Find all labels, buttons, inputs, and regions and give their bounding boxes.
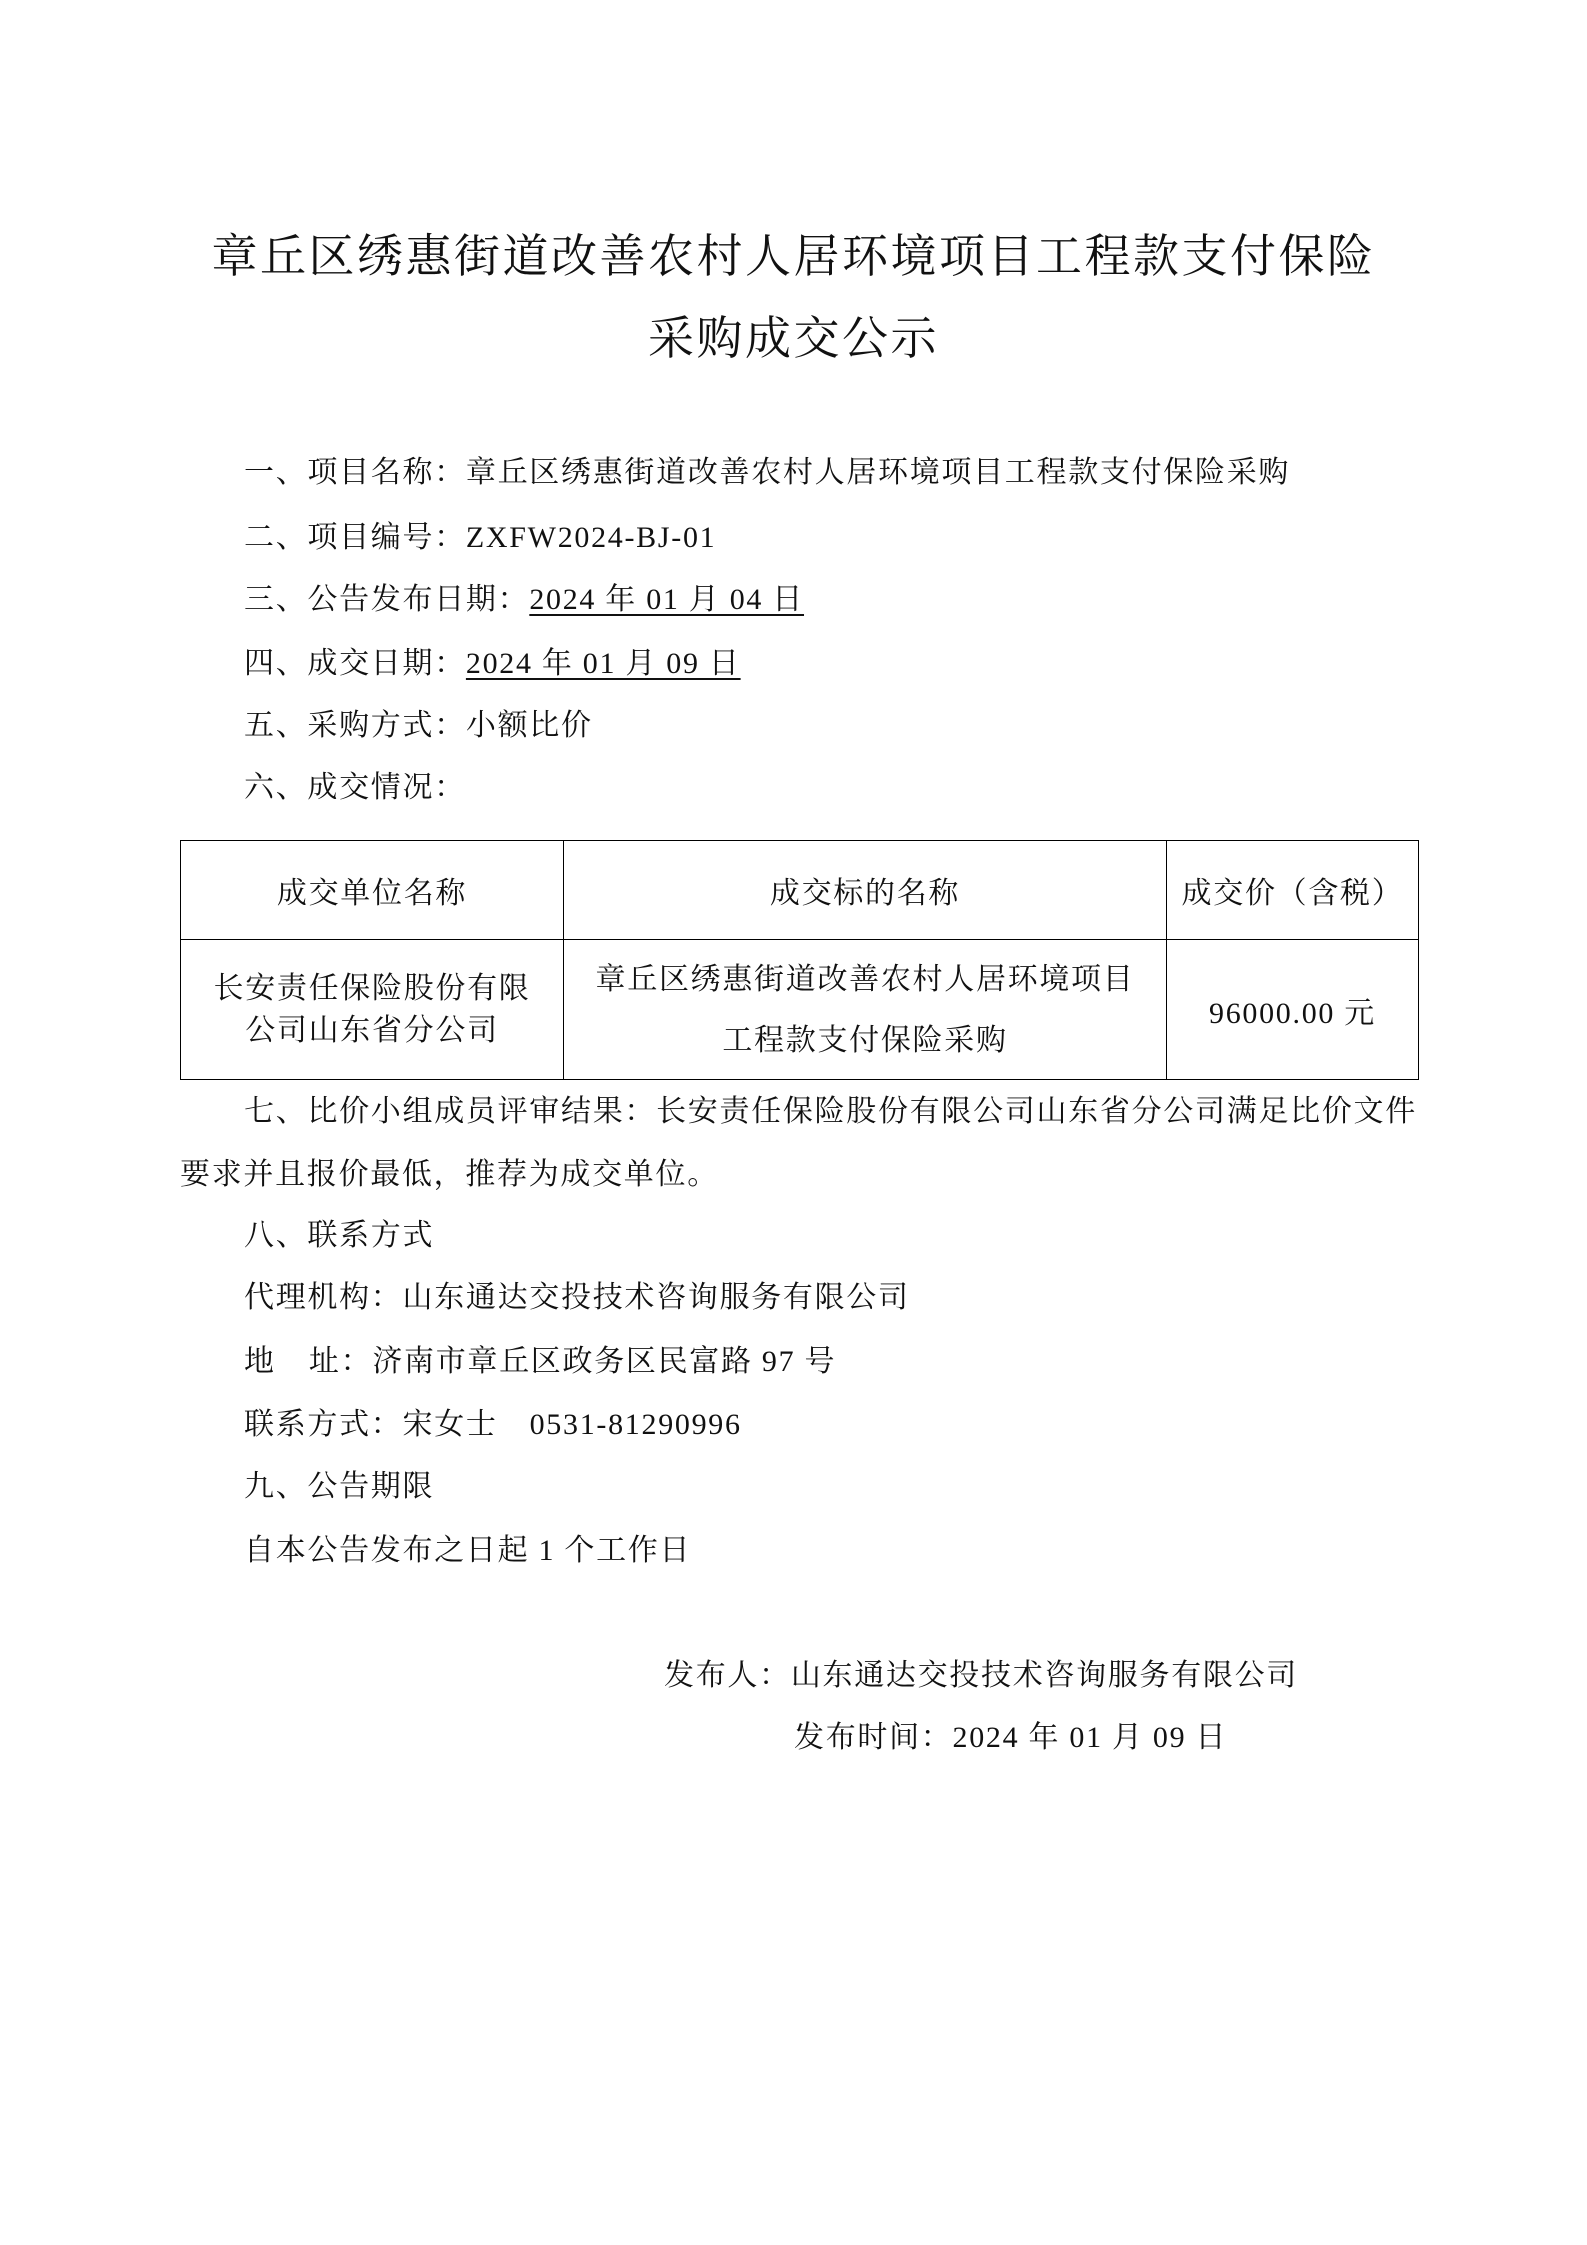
agency-label: 代理机构： (244, 1281, 403, 1314)
agency-row (244, 1278, 910, 1318)
subject-line-2: 工程款支付保险采购 (722, 1023, 1008, 1057)
supplier-line-2: 公司山东省分公司 (245, 1013, 499, 1047)
deal-result-table (180, 840, 1419, 1080)
period-heading: 九、公告期限 (244, 1470, 435, 1503)
announce-date-row (244, 580, 804, 620)
announce-date-label: 三、公告发布日期： (244, 583, 530, 616)
announce-date-value: 2024 年 01 月 04 日 (529, 583, 805, 616)
price-cell: 96000.00 元 (1167, 940, 1419, 1080)
procurement-method-value: 小额比价 (465, 709, 593, 742)
project-number-label: 二、项目编号： (244, 521, 466, 554)
contact-phone: 0531-81290996 (529, 1408, 742, 1441)
publish-time-row (794, 1718, 1227, 1758)
deal-date-row (244, 644, 741, 684)
deal-status-heading: 六、成交情况： (244, 771, 466, 804)
project-name-value: 章丘区绣惠街道改善农村人居环境项目工程款支付保险采购 (465, 456, 1291, 489)
project-number-value: ZXFW2024-BJ-01 (465, 521, 717, 554)
contact-row (244, 1405, 742, 1445)
publisher-value: 山东通达交投技术咨询服务有限公司 (790, 1659, 1299, 1692)
publisher-row (664, 1656, 1298, 1696)
project-number-row (244, 518, 716, 558)
contact-heading: 八、联系方式 (244, 1219, 435, 1252)
period-value: 自本公告发布之日起 1 个工作日 (244, 1534, 692, 1567)
supplier-line-1: 长安责任保险股份有限 (213, 971, 531, 1005)
subject-cell (564, 940, 1167, 1080)
supplier-cell (181, 940, 564, 1080)
header-subject-name: 成交标的名称 (564, 841, 1167, 940)
header-supplier-name: 成交单位名称 (181, 841, 564, 940)
project-name-row (244, 453, 1290, 493)
publisher-label: 发布人： (664, 1659, 791, 1692)
address-value: 济南市章丘区政务区民富路 97 号 (372, 1345, 837, 1378)
deal-date-label: 四、成交日期： (244, 647, 466, 680)
publish-time-value: 2024 年 01 月 09 日 (952, 1721, 1228, 1754)
subject-line-1: 章丘区绣惠街道改善农村人居环境项目 (595, 962, 1135, 996)
address-row (244, 1342, 836, 1382)
procurement-method-row (244, 706, 593, 746)
table-row (181, 940, 1419, 1080)
header-price: 成交价（含税） (1167, 841, 1419, 940)
deal-date-value: 2024 年 01 月 09 日 (465, 647, 741, 680)
contact-person: 宋女士 (402, 1408, 498, 1441)
address-label: 地 址： (244, 1345, 373, 1378)
project-name-label: 一、项目名称： (244, 456, 466, 489)
publish-time-label: 发布时间： (794, 1721, 953, 1754)
review-result-line-2: 要求并且报价最低，推荐为成交单位。 (180, 1158, 719, 1191)
agency-value: 山东通达交投技术咨询服务有限公司 (402, 1281, 910, 1314)
document-title-line-1: 章丘区绣惠街道改善农村人居环境项目工程款支付保险 (211, 231, 1376, 282)
procurement-method-label: 五、采购方式： (244, 709, 466, 742)
review-result-line-1: 七、比价小组成员评审结果：长安责任保险股份有限公司山东省分公司满足比价文件 (244, 1095, 1417, 1128)
contact-label: 联系方式： (244, 1408, 403, 1441)
table-header-row (181, 841, 1419, 940)
document-title-line-2: 采购成交公示 (648, 313, 939, 364)
